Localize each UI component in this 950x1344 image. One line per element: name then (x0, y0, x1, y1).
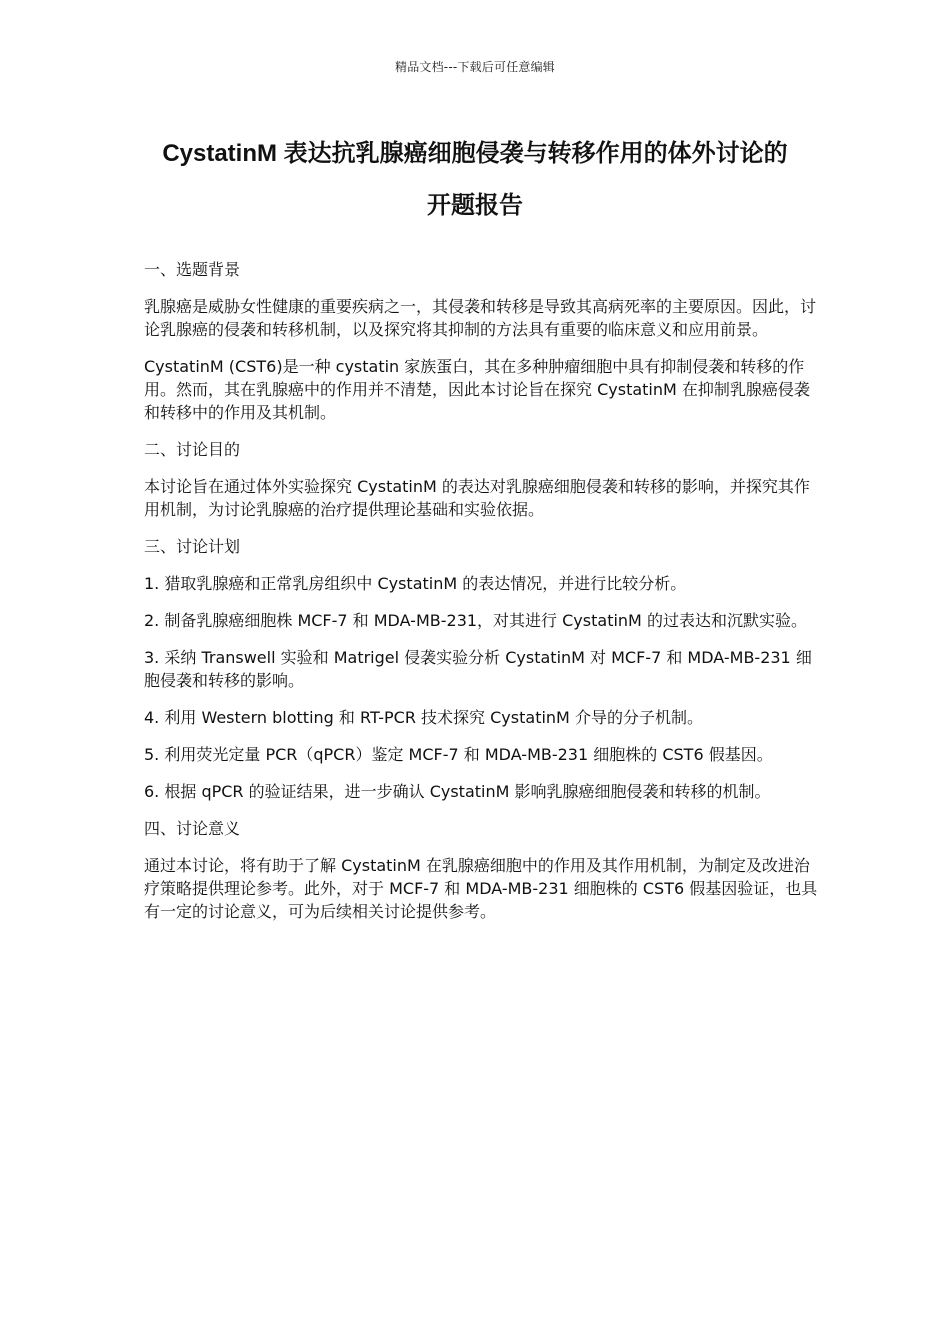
plan-item-2: 2. 制备乳腺癌细胞株 MCF-7 和 MDA-MB-231，对其进行 CystatinM 的过表达和沉默实验。 (144, 611, 807, 630)
section-heading-background: 一、选题背景 (144, 260, 241, 279)
title-line-1: CystatinM 表达抗乳腺癌细胞侵袭与转移作用的体外讨论的 (162, 140, 788, 167)
plan-item-5: 5. 利用荧光定量 PCR（qPCR）鉴定 MCF-7 和 MDA-MB-231 细胞株的 CST6 假基因。 (144, 745, 773, 764)
section-heading-plan: 三、讨论计划 (144, 537, 241, 556)
section-heading-significance: 四、讨论意义 (144, 819, 241, 838)
plan-item-3: 3. 采纳 Transwell 实验和 Matrigel 侵袭实验分析 CystatinM 对 MCF-7 和 MDA-MB-231 细胞侵袭和转移的影响。 (144, 648, 812, 690)
plan-item-4: 4. 利用 Western blotting 和 RT-PCR 技术探究 CystatinM 介导的分子机制。 (144, 708, 703, 727)
section-heading-purpose: 二、讨论目的 (144, 440, 241, 459)
document-title (120, 128, 830, 232)
background-paragraph-2: CystatinM (CST6)是一种 cystatin 家族蛋白，其在多种肿瘤细胞中具有抑制侵袭和转移的作用。然而，其在乳腺癌中的作用并不清楚，因此本讨论旨在探究 CystatinM 在抑制乳腺癌侵袭和转移中的作用及其机制。 (144, 357, 810, 422)
purpose-paragraph: 本讨论旨在通过体外实验探究 CystatinM 的表达对乳腺癌细胞侵袭和转移的影响，并探究其作用机制，为讨论乳腺癌的治疗提供理论基础和实验依据。 (144, 477, 810, 519)
plan-item-6: 6. 根据 qPCR 的验证结果，进一步确认 CystatinM 影响乳腺癌细胞侵袭和转移的机制。 (144, 782, 771, 801)
header-note: 精品文档---下载后可任意编辑 (395, 60, 555, 74)
title-line-2: 开题报告 (427, 192, 523, 219)
significance-paragraph: 通过本讨论，将有助于了解 CystatinM 在乳腺癌细胞中的作用及其作用机制，为制定及改进治疗策略提供理论参考。此外，对于 MCF-7 和 MDA-MB-231 细胞株的 CST6 假基因验证，也具有一定的讨论意义，可为后续相关讨论提供参考。 (144, 856, 818, 921)
background-paragraph-1: 乳腺癌是威胁女性健康的重要疾病之一，其侵袭和转移是导致其高病死率的主要原因。因此，讨论乳腺癌的侵袭和转移机制，以及探究将其抑制的方法具有重要的临床意义和应用前景。 (144, 297, 817, 339)
document-body (144, 258, 824, 937)
plan-item-1: 1. 猎取乳腺癌和正常乳房组织中 CystatinM 的表达情况，并进行比较分析。 (144, 574, 687, 593)
